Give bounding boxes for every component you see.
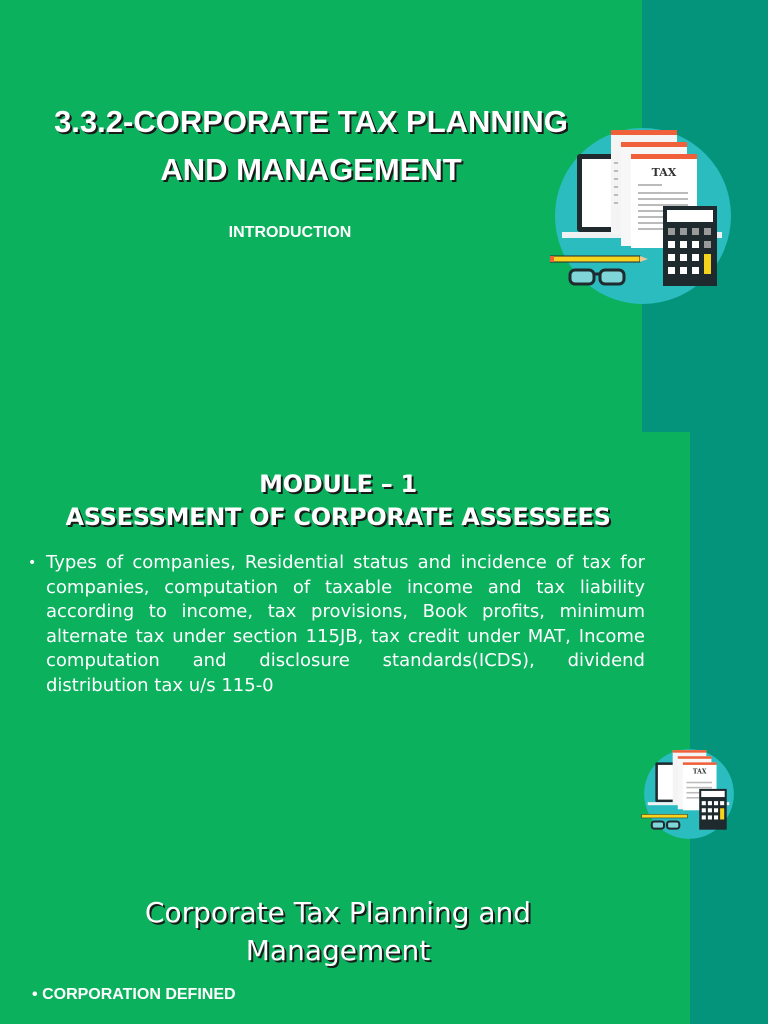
corporation-defined-bullet (32, 986, 236, 1004)
slide-title-heading (0, 98, 622, 194)
bullet-text: CORPORATION DEFINED (42, 986, 236, 1003)
module-heading-line-1: MODULE – 1 (259, 470, 417, 498)
tax-documents-calculator-icon (550, 118, 736, 318)
corporate-heading-line-2: Management (245, 934, 431, 967)
title-line-1: 3.3.2-CORPORATE TAX PLANNING (54, 104, 568, 139)
clipped-text-line (30, 1018, 650, 1024)
bullet-text: Types of companies, Residential status and incidence of tax for companies, computation of taxable income and tax liability according to income, tax provisions, Book profits, minimum alternate tax under section 115JB, tax credit under MAT, Income computation and disclosure standards(ICDS), dividend distribution tax u/s 115-0 (46, 552, 645, 696)
svg-text:TAX: TAX (651, 166, 677, 179)
module-heading-line-2: ASSESSMENT OF CORPORATE ASSESSEES (65, 503, 611, 531)
bullet-dot: • (32, 986, 38, 1003)
slide-module-1 (0, 432, 768, 1024)
tax-documents-calculator-icon (640, 744, 738, 846)
corporate-tax-heading (0, 894, 676, 970)
title-line-2: AND MANAGEMENT (160, 152, 462, 187)
bullet-dot: • (28, 555, 37, 571)
module-bullet (28, 551, 645, 698)
teal-stripe (690, 432, 768, 1024)
corporate-heading-line-1: Corporate Tax Planning and (144, 896, 532, 929)
svg-text:TAX: TAX (692, 768, 707, 776)
subtitle-introduction: INTRODUCTION (228, 224, 352, 241)
module-heading (0, 468, 676, 534)
slide-title (0, 0, 768, 432)
